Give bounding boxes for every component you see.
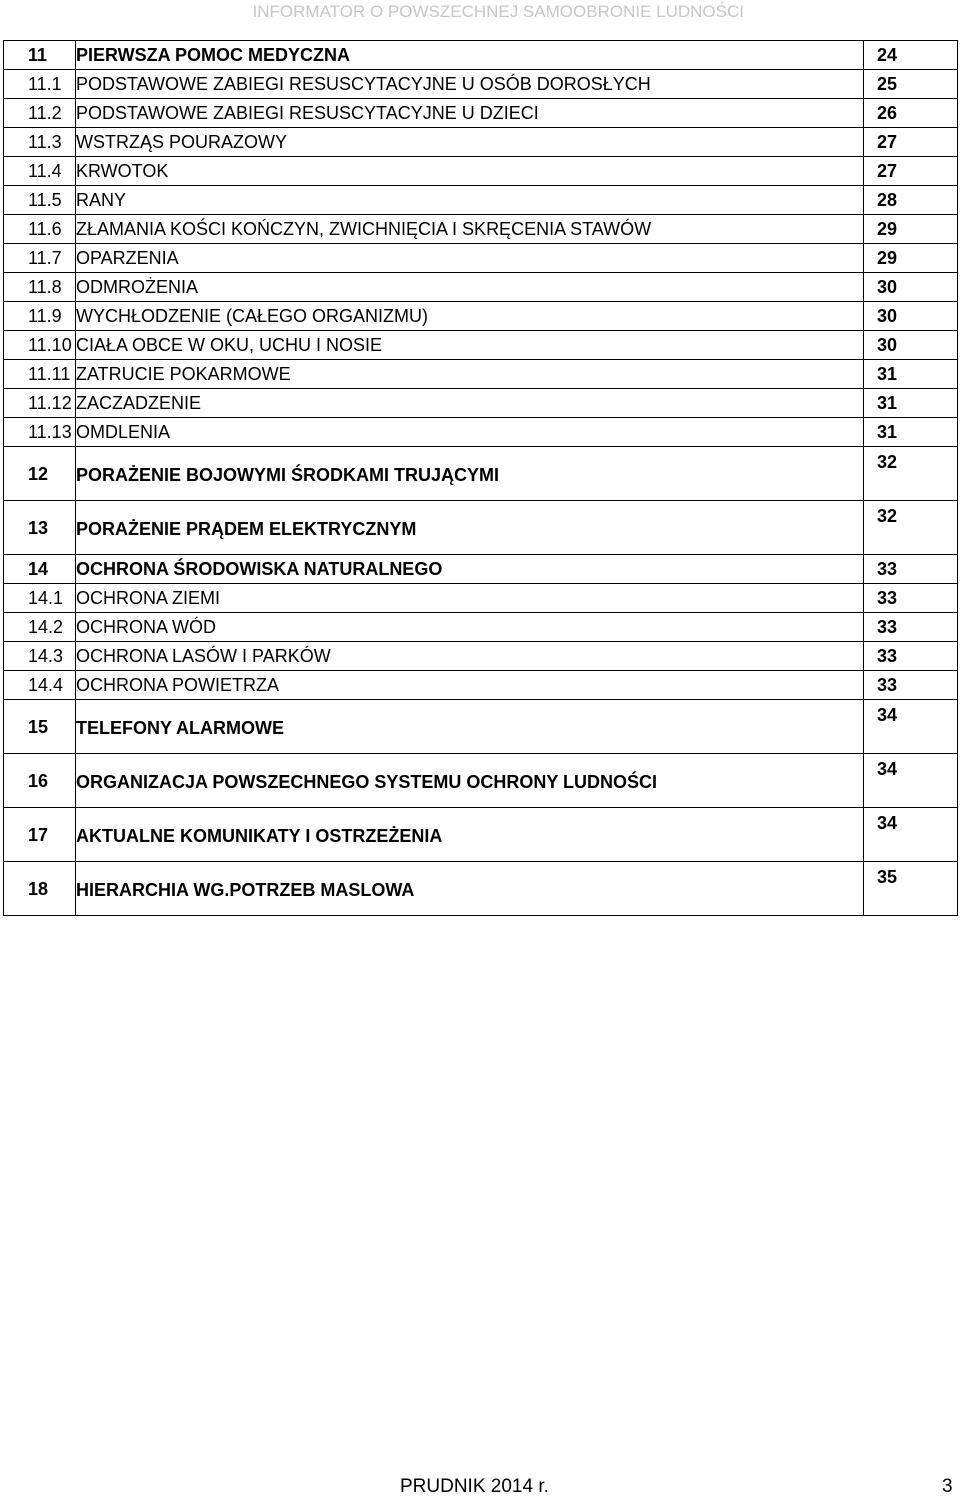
toc-entry-title: PORAŻENIE PRĄDEM ELEKTRYCZNYM xyxy=(76,501,864,555)
toc-entry-number: 11.2 xyxy=(4,99,76,128)
toc-entry-title: KRWOTOK xyxy=(76,157,864,186)
toc-row xyxy=(4,555,958,584)
toc-entry-title: PIERWSZA POMOC MEDYCZNA xyxy=(76,41,864,70)
toc-entry-number: 11.4 xyxy=(4,157,76,186)
toc-entry-page: 24 xyxy=(864,41,958,70)
toc-row xyxy=(4,700,958,754)
toc-entry-number: 14.3 xyxy=(4,642,76,671)
toc-row xyxy=(4,186,958,215)
toc-entry-page: 33 xyxy=(864,671,958,700)
toc-row xyxy=(4,331,958,360)
toc-entry-number: 11.3 xyxy=(4,128,76,157)
toc-entry-page: 31 xyxy=(864,389,958,418)
toc-entry-title: PORAŻENIE BOJOWYMI ŚRODKAMI TRUJĄCYMI xyxy=(76,447,864,501)
toc-entry-title: OPARZENIA xyxy=(76,244,864,273)
toc-entry-page: 26 xyxy=(864,99,958,128)
toc-entry-title: WSTRZĄS POURAZOWY xyxy=(76,128,864,157)
toc-entry-number: 17 xyxy=(4,808,76,862)
toc-entry-title: HIERARCHIA WG.POTRZEB MASLOWA xyxy=(76,862,864,916)
toc-entry-title: OCHRONA ŚRODOWISKA NATURALNEGO xyxy=(76,555,864,584)
running-header xyxy=(0,2,960,22)
toc-entry-title: WYCHŁODZENIE (CAŁEGO ORGANIZMU) xyxy=(76,302,864,331)
toc-entry-title: OCHRONA POWIETRZA xyxy=(76,671,864,700)
toc-entry-number: 11.9 xyxy=(4,302,76,331)
toc-entry-number: 14 xyxy=(4,555,76,584)
toc-entry-title: RANY xyxy=(76,186,864,215)
toc-entry-page: 35 xyxy=(864,862,958,916)
toc-row xyxy=(4,642,958,671)
toc-entry-number: 11 xyxy=(4,41,76,70)
toc-entry-page: 29 xyxy=(864,215,958,244)
toc-entry-number: 11.1 xyxy=(4,70,76,99)
toc-entry-number: 11.6 xyxy=(4,215,76,244)
toc-row xyxy=(4,862,958,916)
toc-entry-number: 11.10 xyxy=(4,331,76,360)
toc-entry-page: 30 xyxy=(864,331,958,360)
toc-entry-title: ORGANIZACJA POWSZECHNEGO SYSTEMU OCHRONY LUDNOŚCI xyxy=(76,754,864,808)
toc-entry-page: 34 xyxy=(864,700,958,754)
toc-entry-number: 11.8 xyxy=(4,273,76,302)
toc-row xyxy=(4,99,958,128)
toc-row xyxy=(4,754,958,808)
toc-entry-page: 32 xyxy=(864,447,958,501)
table-of-contents xyxy=(3,40,958,916)
toc-entry-number: 11.11 xyxy=(4,360,76,389)
toc-entry-title: AKTUALNE KOMUNIKATY I OSTRZEŻENIA xyxy=(76,808,864,862)
toc-entry-number: 14.1 xyxy=(4,584,76,613)
toc-row xyxy=(4,584,958,613)
toc-row xyxy=(4,389,958,418)
toc-entry-page: 28 xyxy=(864,186,958,215)
toc-entry-page: 33 xyxy=(864,584,958,613)
running-header-text: INFORMATOR O POWSZECHNEJ SAMOOBRONIE LUDNOŚCI xyxy=(252,2,744,21)
toc-entry-number: 11.7 xyxy=(4,244,76,273)
toc-entry-number: 18 xyxy=(4,862,76,916)
toc-row xyxy=(4,157,958,186)
toc-entry-number: 12 xyxy=(4,447,76,501)
toc-row xyxy=(4,302,958,331)
toc-entry-page: 34 xyxy=(864,808,958,862)
toc-entry-page: 27 xyxy=(864,128,958,157)
toc-entry-number: 14.2 xyxy=(4,613,76,642)
toc-entry-page: 32 xyxy=(864,501,958,555)
toc-entry-page: 31 xyxy=(864,360,958,389)
toc-entry-page: 25 xyxy=(864,70,958,99)
toc-row xyxy=(4,808,958,862)
toc-entry-page: 27 xyxy=(864,157,958,186)
toc-entry-number: 15 xyxy=(4,700,76,754)
footer-place-year: PRUDNIK 2014 r. xyxy=(400,1476,549,1497)
toc-entry-title: ZATRUCIE POKARMOWE xyxy=(76,360,864,389)
toc-row xyxy=(4,244,958,273)
toc-entry-title: OCHRONA LASÓW I PARKÓW xyxy=(76,642,864,671)
toc-body xyxy=(4,41,958,916)
toc-entry-title: OCHRONA WÓD xyxy=(76,613,864,642)
toc-entry-number: 11.5 xyxy=(4,186,76,215)
toc-entry-page: 30 xyxy=(864,273,958,302)
toc-row xyxy=(4,671,958,700)
toc-row xyxy=(4,447,958,501)
toc-entry-number: 13 xyxy=(4,501,76,555)
toc-entry-number: 16 xyxy=(4,754,76,808)
toc-entry-page: 29 xyxy=(864,244,958,273)
toc-entry-number: 14.4 xyxy=(4,671,76,700)
toc-row xyxy=(4,613,958,642)
toc-entry-page: 33 xyxy=(864,613,958,642)
toc-entry-title: TELEFONY ALARMOWE xyxy=(76,700,864,754)
toc-entry-title: OCHRONA ZIEMI xyxy=(76,584,864,613)
toc-row xyxy=(4,418,958,447)
toc-row xyxy=(4,128,958,157)
toc-entry-title: ZŁAMANIA KOŚCI KOŃCZYN, ZWICHNIĘCIA I SKRĘCENIA STAWÓW xyxy=(76,215,864,244)
toc-entry-number: 11.12 xyxy=(4,389,76,418)
toc-row xyxy=(4,41,958,70)
toc-entry-title: PODSTAWOWE ZABIEGI RESUSCYTACYJNE U DZIECI xyxy=(76,99,864,128)
toc-row xyxy=(4,273,958,302)
page-number: 3 xyxy=(942,1476,953,1497)
toc-entry-title: ZACZADZENIE xyxy=(76,389,864,418)
toc-entry-title: CIAŁA OBCE W OKU, UCHU I NOSIE xyxy=(76,331,864,360)
toc-row xyxy=(4,360,958,389)
toc-entry-title: ODMROŻENIA xyxy=(76,273,864,302)
toc-entry-title: PODSTAWOWE ZABIEGI RESUSCYTACYJNE U OSÓB DOROSŁYCH xyxy=(76,70,864,99)
toc-row xyxy=(4,70,958,99)
toc-entry-title: OMDLENIA xyxy=(76,418,864,447)
toc-row xyxy=(4,501,958,555)
toc-entry-page: 31 xyxy=(864,418,958,447)
toc-row xyxy=(4,215,958,244)
toc-entry-number: 11.13 xyxy=(4,418,76,447)
toc-entry-page: 33 xyxy=(864,642,958,671)
toc-entry-page: 34 xyxy=(864,754,958,808)
toc-entry-page: 33 xyxy=(864,555,958,584)
toc-entry-page: 30 xyxy=(864,302,958,331)
